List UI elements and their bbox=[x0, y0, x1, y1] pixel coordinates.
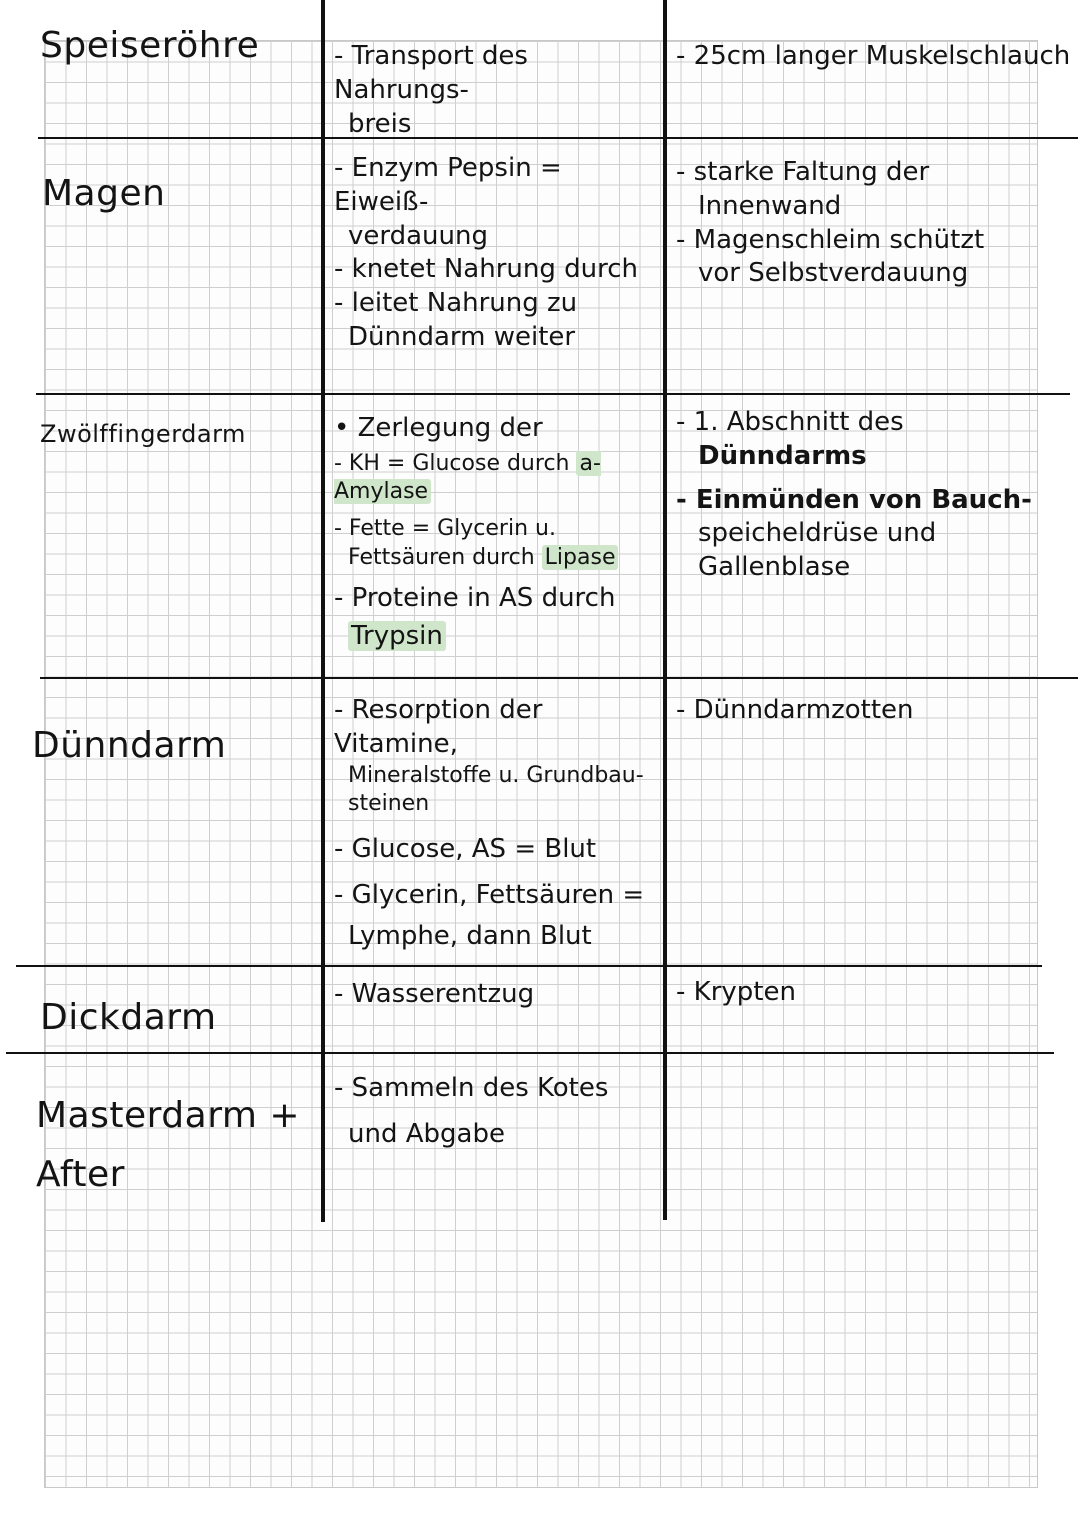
structure-zwoelffingerdarm: - 1. Abschnitt des Dünndarms - Einmünden von Bauch- speicheldrüse und Gallenblase bbox=[676, 407, 1032, 583]
structure-magen: - starke Faltung der Innenwand - Magenschleim schützt vor Selbstverdauung bbox=[676, 157, 985, 289]
function-duenndarm: - Resorption der Vitamine, Mineralstoffe u. Grundbau- steinen - Glucose, AS = Blut - Glycerin, Fettsäuren = Lymphe, dann Blut bbox=[334, 695, 645, 952]
structure-duenndarm: - Dünndarmzotten bbox=[676, 695, 914, 725]
organ-zwoelffingerdarm: Zwölffingerdarm bbox=[40, 420, 246, 448]
organ-dickdarm: Dickdarm bbox=[40, 997, 217, 1038]
structure-speiseroehre: - 25cm langer Muskelschlauch bbox=[676, 41, 1071, 71]
organ-masterdarm-after: Masterdarm + After bbox=[36, 1095, 301, 1195]
function-dickdarm: - Wasserentzug bbox=[334, 979, 535, 1009]
organ-speiseroehre: Speiseröhre bbox=[40, 25, 260, 66]
row-divider-4 bbox=[16, 965, 1042, 967]
function-zwoelffingerdarm: • Zerlegung der - KH = Glucose durch a-Amylase - Fette = Glycerin u. Fettsäuren durch Lipase - Proteine in AS durch Trypsin bbox=[334, 412, 660, 654]
function-speiseroehre: - Transport des Nahrungs- breis bbox=[334, 41, 528, 139]
highlight-amylase: a-Amylase bbox=[334, 450, 601, 505]
organ-duenndarm: Dünndarm bbox=[32, 725, 227, 766]
highlight-lipase: Lipase bbox=[542, 545, 619, 570]
function-masterdarm-after: - Sammeln des Kotes und Abgabe bbox=[334, 1073, 609, 1149]
row-divider-3 bbox=[40, 677, 1078, 679]
function-magen: - Enzym Pepsin = Eiweiß- verdauung - knetet Nahrung durch - leitet Nahrung zu Dünndarm weiter bbox=[334, 153, 638, 352]
organ-magen: Magen bbox=[42, 173, 166, 214]
structure-dickdarm: - Krypten bbox=[676, 977, 796, 1007]
row-divider-2 bbox=[36, 393, 1070, 395]
row-divider-5 bbox=[6, 1052, 1054, 1054]
column-divider-1 bbox=[321, 0, 325, 1222]
highlight-trypsin: Trypsin bbox=[348, 621, 446, 651]
